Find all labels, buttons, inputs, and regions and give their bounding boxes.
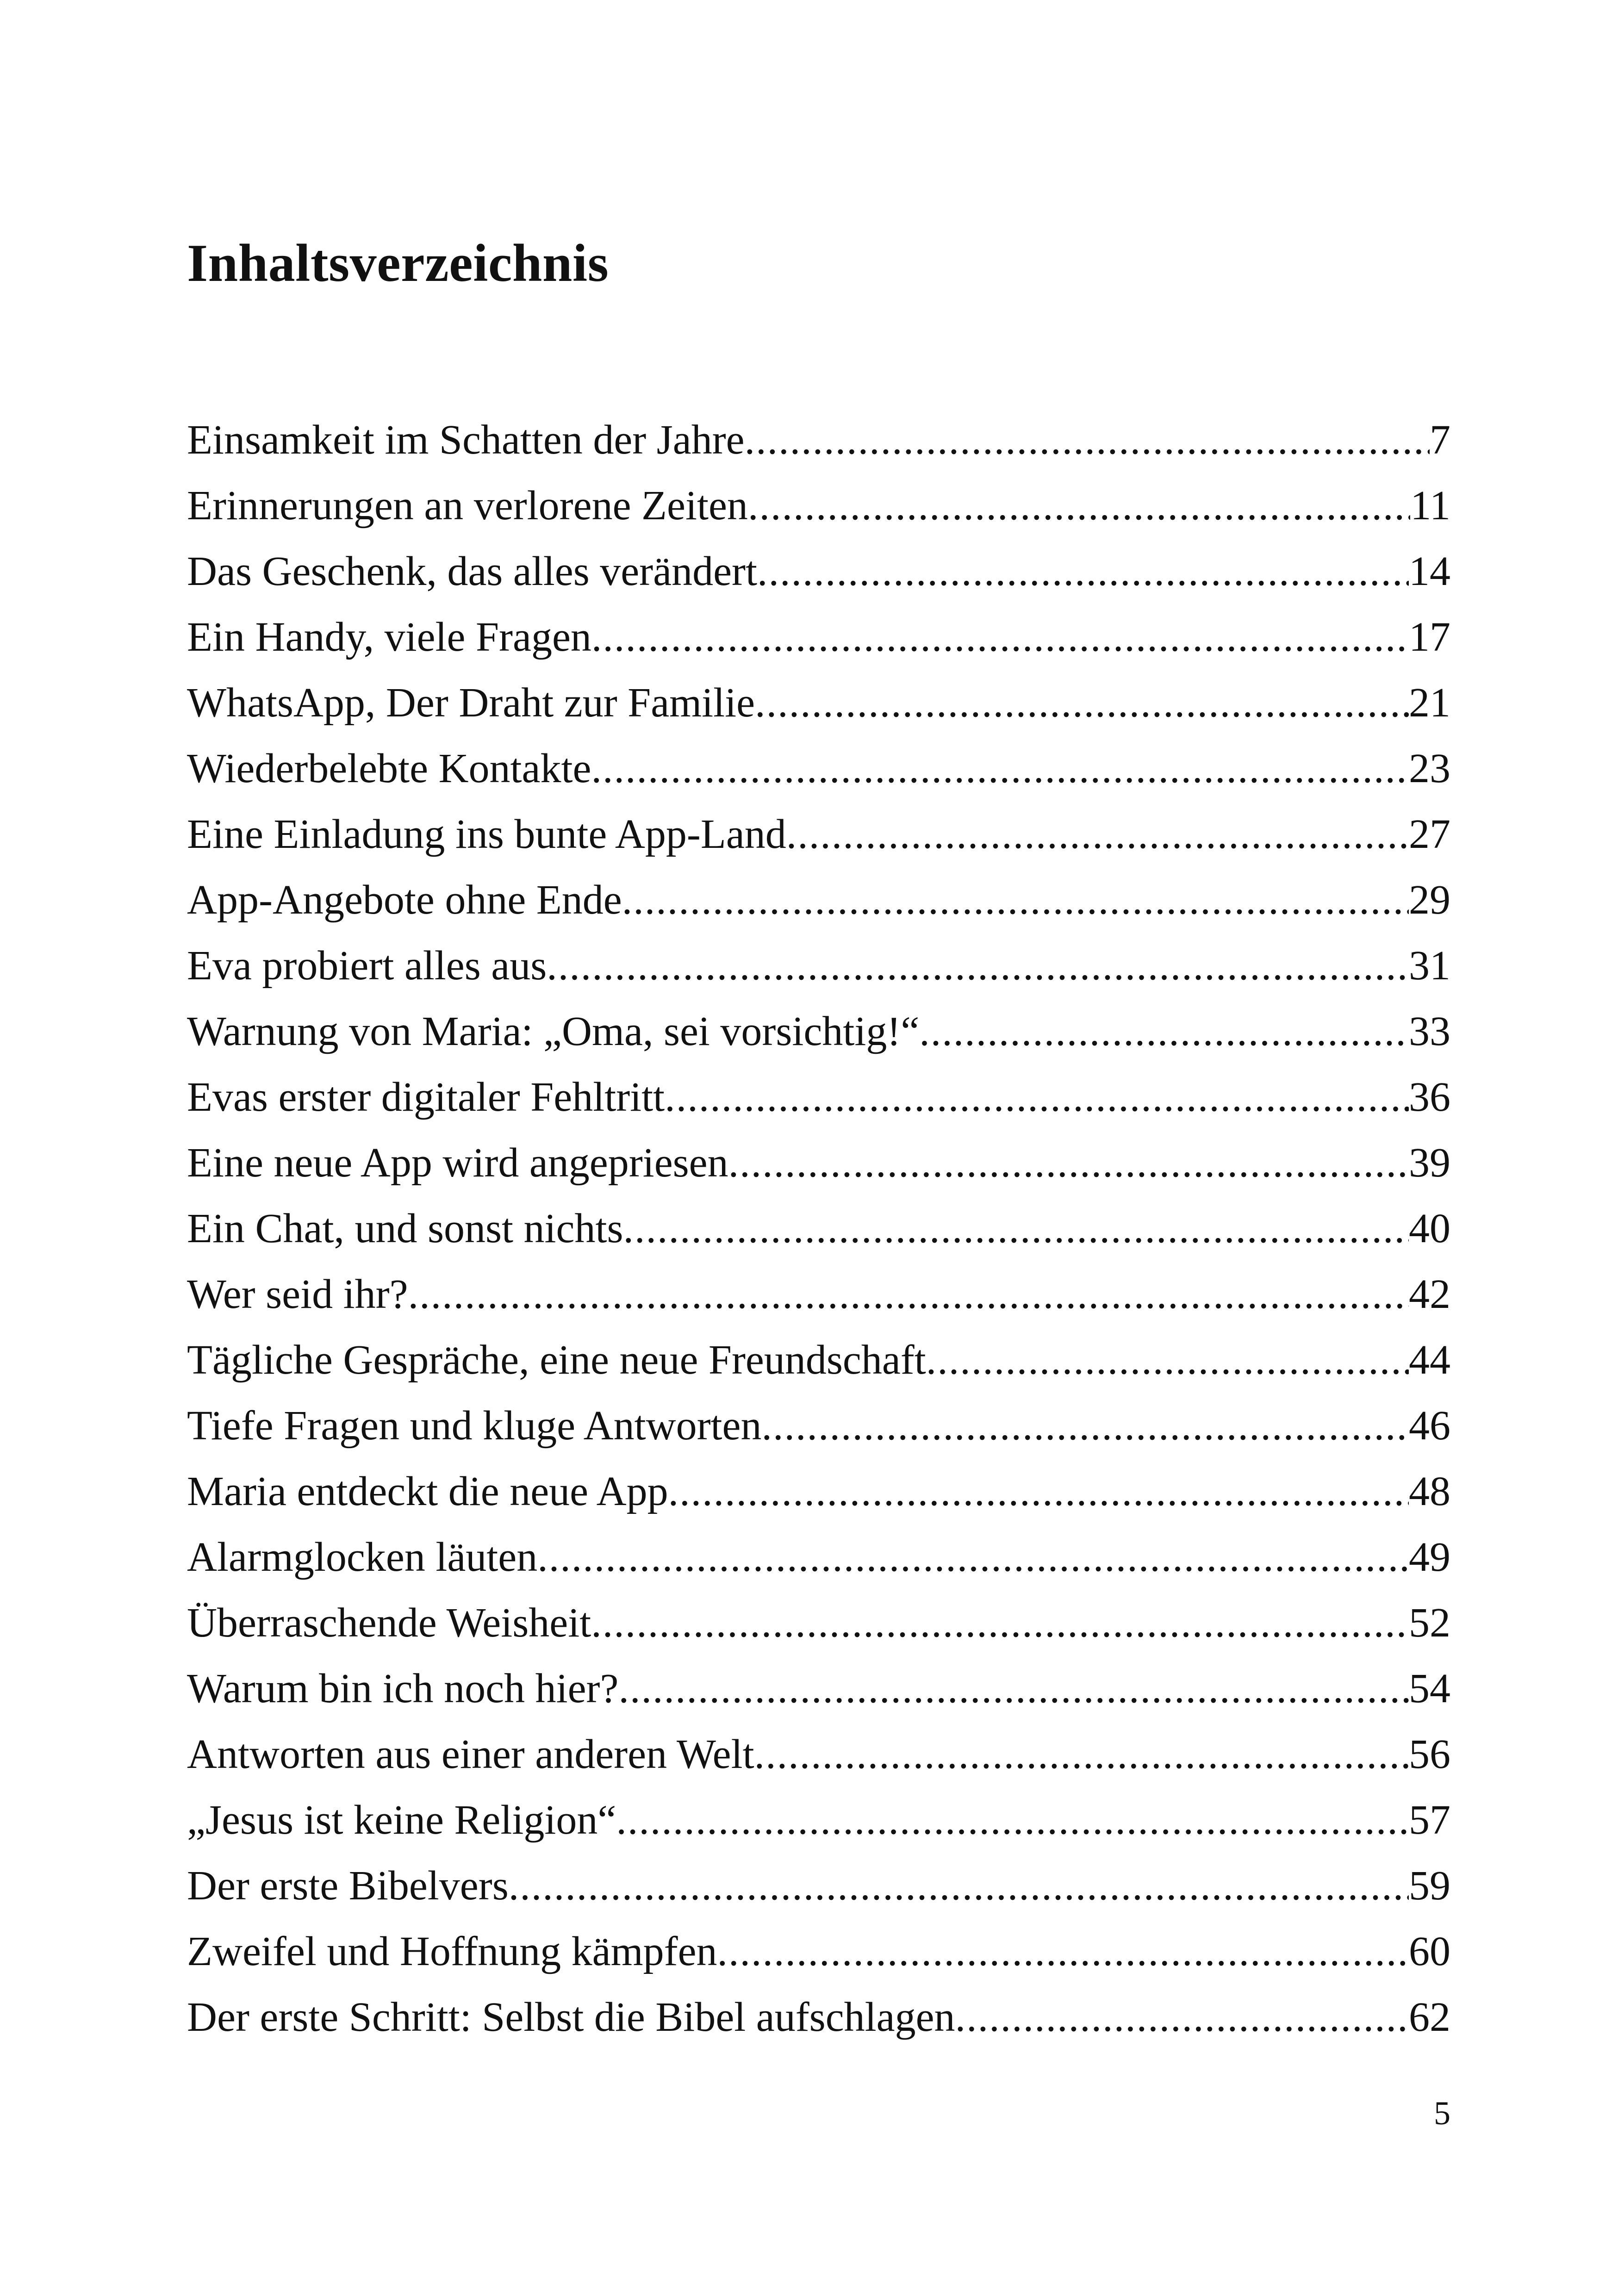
toc-entry-page: 27 (1409, 811, 1450, 857)
toc-entry (187, 407, 1450, 473)
toc-entry (187, 1853, 1450, 1919)
toc-dot-leader (623, 1196, 1409, 1262)
toc-entry-title: Eine Einladung ins bunte App-Land (187, 811, 786, 857)
toc-dot-leader (754, 1722, 1409, 1787)
toc-entry (187, 473, 1450, 539)
toc-entry (187, 539, 1450, 604)
toc-entry-title: Wer seid ihr? (187, 1271, 408, 1317)
toc-dot-leader (786, 802, 1409, 867)
toc-entry-page: 14 (1409, 548, 1450, 594)
toc-entry (187, 1064, 1450, 1130)
toc-dot-leader (408, 1262, 1409, 1327)
toc-entry-page: 54 (1409, 1666, 1450, 1711)
toc-entry (187, 1656, 1450, 1722)
toc-entry (187, 867, 1450, 933)
toc-dot-leader (755, 670, 1409, 736)
toc-dot-leader (616, 1787, 1409, 1853)
toc-entry-page: 23 (1409, 746, 1450, 791)
toc-entry-page: 48 (1409, 1468, 1450, 1514)
toc-entry-title: Eva probiert alles aus (187, 943, 547, 989)
toc-entry (187, 1524, 1450, 1590)
toc-entry-title: Der erste Schritt: Selbst die Bibel aufschlagen (187, 1994, 955, 2040)
toc-entry-page: 39 (1409, 1140, 1450, 1186)
toc-dot-leader (665, 1064, 1409, 1130)
toc-entry (187, 802, 1450, 867)
toc-entry (187, 1459, 1450, 1524)
toc-entry-page: 59 (1409, 1863, 1450, 1909)
toc-entry-page: 49 (1409, 1534, 1450, 1580)
toc-dot-leader (728, 1130, 1409, 1196)
toc-entry-title: „Jesus ist keine Religion“ (187, 1797, 616, 1843)
toc-entry-page: 46 (1409, 1403, 1450, 1449)
toc-entry-title: Erinnerungen an verlorene Zeiten (187, 483, 748, 529)
toc-entry-title: Ein Handy, viele Fragen (187, 614, 591, 660)
toc-dot-leader (591, 604, 1409, 670)
toc-dot-leader (919, 999, 1409, 1064)
toc-entry (187, 670, 1450, 736)
toc-entry-title: WhatsApp, Der Draht zur Familie (187, 680, 755, 726)
toc-entry-title: Maria entdeckt die neue App (187, 1468, 668, 1514)
toc-entry-title: Überraschende Weisheit (187, 1600, 591, 1646)
toc-entry-page: 11 (1410, 483, 1450, 529)
toc-entry (187, 933, 1450, 999)
toc-dot-leader (926, 1327, 1409, 1393)
toc-entry-title: App-Angebote ohne Ende (187, 877, 622, 923)
toc-entry (187, 736, 1450, 802)
page-number: 5 (1434, 2095, 1450, 2132)
toc-entry-title: Evas erster digitaler Fehltritt (187, 1074, 665, 1120)
toc-entry (187, 1722, 1450, 1787)
toc-entry-title: Eine neue App wird angepriesen (187, 1140, 728, 1186)
toc-entry-page: 31 (1409, 943, 1450, 989)
toc-entry-page: 36 (1409, 1074, 1450, 1120)
toc-entry (187, 1919, 1450, 1985)
toc-dot-leader (509, 1853, 1409, 1919)
toc-entry-title: Warum bin ich noch hier? (187, 1666, 619, 1711)
toc-entry-title: Zweifel und Hoffnung kämpfen (187, 1929, 717, 1974)
toc-entry-page: 57 (1409, 1797, 1450, 1843)
toc-dot-leader (745, 407, 1430, 473)
toc-dot-leader (622, 867, 1409, 933)
toc-entry (187, 999, 1450, 1064)
toc-entry (187, 1130, 1450, 1196)
toc-entry-page: 29 (1409, 877, 1450, 923)
toc-entry-title: Warnung von Maria: „Oma, sei vorsichtig!“ (187, 1008, 920, 1054)
toc-entry-page: 40 (1409, 1206, 1450, 1251)
toc-entry-title: Einsamkeit im Schatten der Jahre (187, 417, 745, 463)
toc-dot-leader (591, 1590, 1409, 1656)
toc-entry (187, 1196, 1450, 1262)
toc-entry-page: 44 (1409, 1337, 1450, 1383)
toc-entry-page: 60 (1409, 1929, 1450, 1974)
toc-entry (187, 604, 1450, 670)
toc-entry-title: Alarmglocken läuten (187, 1534, 538, 1580)
toc-entry (187, 1985, 1450, 2050)
toc-entry-page: 62 (1409, 1994, 1450, 2040)
toc-entry-page: 42 (1409, 1271, 1450, 1317)
toc-entry-page: 52 (1409, 1600, 1450, 1646)
toc-entry (187, 1590, 1450, 1656)
toc-dot-leader (955, 1985, 1409, 2050)
toc-entry-title: Wiederbelebte Kontakte (187, 746, 591, 791)
toc-dot-leader (762, 1393, 1409, 1459)
toc-entry-page: 56 (1409, 1731, 1450, 1777)
toc-dot-leader (618, 1656, 1409, 1722)
toc-entry (187, 1787, 1450, 1853)
toc-dot-leader (748, 473, 1410, 539)
toc-entry-page: 21 (1409, 680, 1450, 726)
toc-entry-title: Tiefe Fragen und kluge Antworten (187, 1403, 762, 1449)
toc-dot-leader (757, 539, 1409, 604)
toc-entry-page: 17 (1409, 614, 1450, 660)
toc-dot-leader (591, 736, 1409, 802)
toc-entry-title: Das Geschenk, das alles verändert (187, 548, 758, 594)
toc-dot-leader (537, 1524, 1409, 1590)
toc-dot-leader (668, 1459, 1409, 1524)
toc-entry-page: 7 (1430, 417, 1450, 463)
toc-entry-title: Der erste Bibelvers (187, 1863, 509, 1909)
toc-entry-title: Antworten aus einer anderen Welt (187, 1731, 754, 1777)
toc-entry (187, 1262, 1450, 1327)
table-of-contents (187, 407, 1450, 2050)
toc-entry-page: 33 (1409, 1008, 1450, 1054)
toc-entry (187, 1327, 1450, 1393)
page-title: Inhaltsverzeichnis (187, 234, 609, 293)
toc-dot-leader (717, 1919, 1409, 1985)
toc-dot-leader (547, 933, 1409, 999)
toc-entry (187, 1393, 1450, 1459)
toc-entry-title: Ein Chat, und sonst nichts (187, 1206, 623, 1251)
toc-entry-title: Tägliche Gespräche, eine neue Freundschaft (187, 1337, 926, 1383)
